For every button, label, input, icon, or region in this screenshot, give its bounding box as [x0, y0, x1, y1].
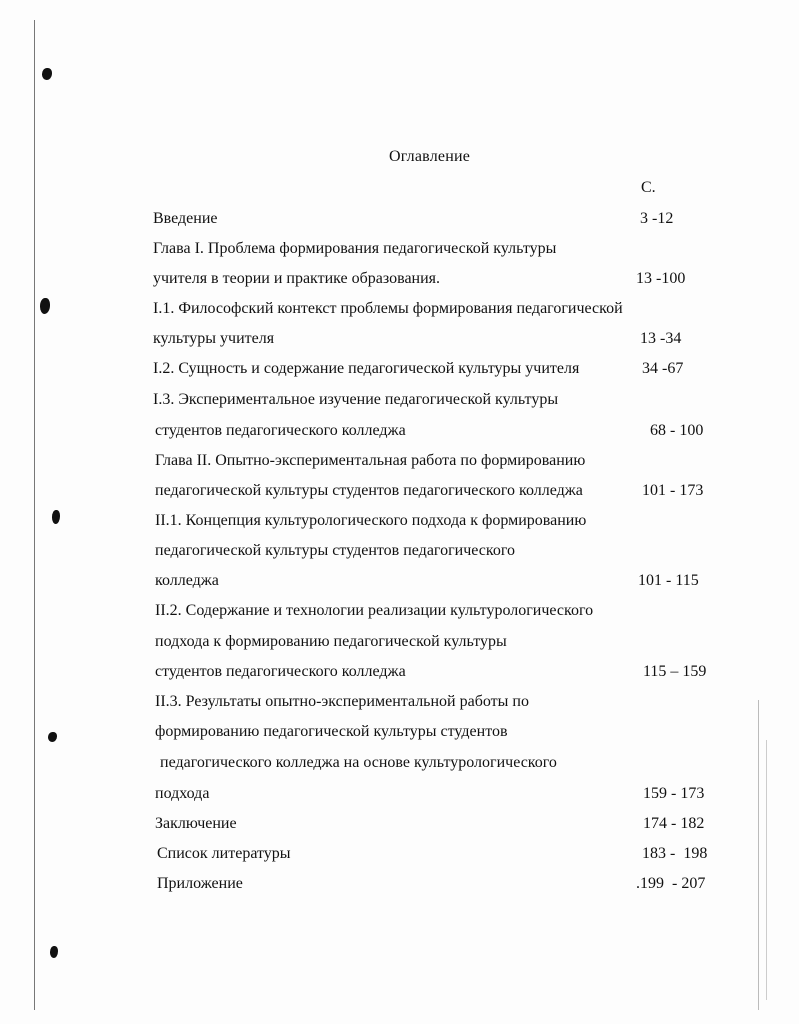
- toc-line: [0, 480, 799, 502]
- toc-entry-text: подхода: [155, 785, 210, 802]
- toc-entry-pages: 101 - 115: [638, 572, 699, 589]
- toc-line: [0, 268, 799, 290]
- toc-line: [0, 420, 799, 442]
- toc-entry-text: учителя в теории и практике образования.: [153, 270, 441, 287]
- toc-line: [0, 238, 799, 260]
- toc-line: [0, 328, 799, 350]
- toc-line: [0, 600, 799, 622]
- toc-line: [0, 752, 799, 774]
- toc-line: [0, 510, 799, 532]
- toc-line: [0, 873, 799, 895]
- toc-entry-text: педагогической культуры студентов педагогического: [155, 542, 515, 559]
- toc-entry-text: культуры учителя: [153, 330, 275, 347]
- toc-entry-text: Глава I. Проблема формирования педагогической культуры: [153, 240, 557, 257]
- scan-hole-mark: [50, 946, 58, 958]
- toc-entry-text: Введение: [153, 210, 218, 227]
- toc-entry-pages: 34 -67: [642, 360, 684, 377]
- toc-entry-text: II.3. Результаты опытно-экспериментальной работы по: [155, 693, 529, 710]
- page-column-header: С.: [641, 179, 656, 196]
- toc-line: [0, 358, 799, 380]
- toc-line: [0, 631, 799, 653]
- toc-entry-text: II.2. Содержание и технологии реализации культурологического: [155, 602, 594, 619]
- scan-hole-mark: [42, 68, 52, 80]
- toc-entry-pages: 159 - 173: [643, 785, 705, 802]
- toc-entry-text: подхода к формированию педагогической культуры: [155, 633, 507, 650]
- toc-entry-pages: 183 - 198: [642, 845, 708, 862]
- toc-line: [0, 298, 799, 320]
- toc-entry-text: I.2. Сущность и содержание педагогической культуры учителя: [153, 360, 580, 377]
- toc-entry-text: II.1. Концепция культурологического подхода к формированию: [155, 512, 587, 529]
- toc-entry-pages: 68 - 100: [650, 422, 704, 439]
- toc-entry-pages: 3 -12: [640, 210, 674, 227]
- toc-entry-text: формированию педагогической культуры студентов: [155, 723, 508, 740]
- scan-right-line: [766, 740, 767, 1000]
- toc-entry-text: педагогического колледжа на основе культурологического: [160, 754, 557, 771]
- toc-line: [0, 450, 799, 472]
- toc-entry-text: студентов педагогического колледжа: [155, 663, 406, 680]
- toc-line: [0, 540, 799, 562]
- toc-line: [0, 721, 799, 743]
- toc-title: Оглавление: [388, 148, 471, 165]
- toc-entry-text: колледжа: [155, 572, 219, 589]
- toc-line: [0, 570, 799, 592]
- toc-entry-pages: 13 -34: [640, 330, 682, 347]
- toc-entry-pages: 101 - 173: [642, 482, 704, 499]
- toc-line: [0, 813, 799, 835]
- toc-entry-pages: 13 -100: [636, 270, 686, 287]
- page-column-header-row: [0, 177, 799, 199]
- toc-line: [0, 208, 799, 230]
- toc-entry-text: I.1. Философский контекст проблемы формирования педагогической: [153, 300, 623, 317]
- toc-entry-pages: .199 - 207: [636, 875, 706, 892]
- toc-entry-pages: 174 - 182: [643, 815, 705, 832]
- toc-line: [0, 691, 799, 713]
- toc-entry-text: Глава II. Опытно-экспериментальная работа по формированию: [155, 452, 586, 469]
- toc-entry-text: Список литературы: [157, 845, 291, 862]
- toc-line: [0, 783, 799, 805]
- toc-entry-pages: 115 – 159: [643, 663, 707, 680]
- toc-entry-text: студентов педагогического колледжа: [155, 422, 406, 439]
- toc-line: [0, 389, 799, 411]
- toc-line: [0, 843, 799, 865]
- toc-entry-text: педагогической культуры студентов педагогического колледжа: [155, 482, 583, 499]
- toc-entry-text: Приложение: [157, 875, 243, 892]
- toc-line: [0, 661, 799, 683]
- toc-entry-text: Заключение: [155, 815, 237, 832]
- toc-entry-text: I.3. Экспериментальное изучение педагогической культуры: [153, 391, 559, 408]
